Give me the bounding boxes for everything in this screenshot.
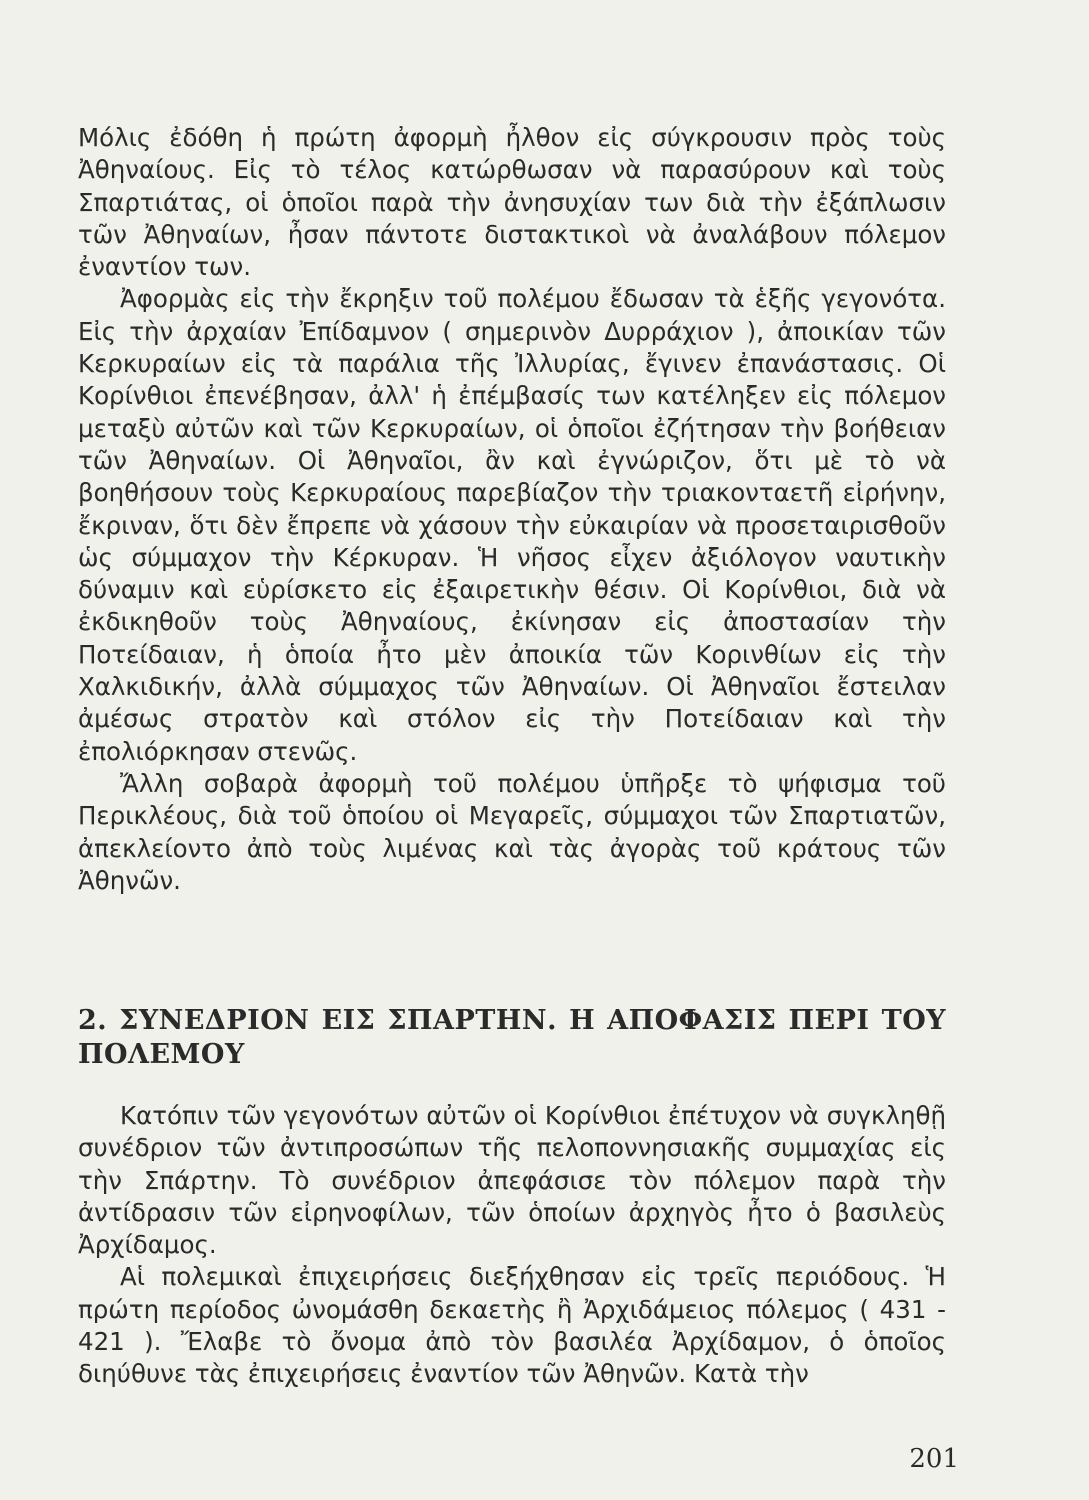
section-heading: 2. ΣΥΝΕΔΡΙΟΝ ΕΙΣ ΣΠΑΡΤΗΝ. Η ΑΠΟΦΑΣΙΣ ΠΕΡΙ ΤΟΥ ΠΟΛΕΜΟΥ [78,1005,946,1070]
paragraph: Κατόπιν τῶν γεγονότων αὐτῶν οἱ Κορίνθιοι ἐπέτυχον νὰ συγκληθῇ συνέδριον τῶν ἀντιπροσώπων τῆς πελοποννησιακῆς συμμαχίας εἰς τὴν Σπάρτην. Τὸ συνέδριον ἀπεφάσισε τὸν πόλεμον παρὰ τὴν ἀντίδρασιν τῶν εἰρηνοφίλων, τῶν ὁποίων ἀρχηγὸς ἦτο ὁ βασιλεὺς Ἀρχίδαμος. [78,1101,946,1260]
paragraph: Ἀφορμὰς εἰς τὴν ἔκρηξιν τοῦ πολέμου ἔδωσαν τὰ ἑξῆς γεγονότα. Εἰς τὴν ἀρχαίαν Ἐπίδαμνον ( σημερινὸν Δυρράχιον ), ἀποικίαν τῶν Κερκυραίων εἰς τὰ παράλια τῆς Ἰλλυρίας, ἔγινεν ἐπανάστασις. Οἱ Κορίνθιοι ἐπενέβησαν, ἀλλ' ἡ ἐπέμβασίς των κατέληξεν εἰς πόλεμον μεταξὺ αὐτῶν καὶ τῶν Κερκυραίων, οἱ ὁποῖοι ἐζήτησαν τὴν βοήθειαν τῶν Ἀθηναίων. Οἱ Ἀθηναῖοι, ἂν καὶ ἐγνώριζον, ὅτι μὲ τὸ νὰ βοηθήσουν τοὺς Κερκυραίους παρεβίαζον τὴν τριακονταετῆ εἰρήνην, ἔκριναν, ὅτι δὲν ἔπρεπε νὰ χάσουν τὴν εὐκαιρίαν νὰ προσεταιρισθοῦν ὡς σύμμαχον τὴν Κέρκυραν. Ἡ νῆσος εἶχεν ἀξιόλογον ναυτικὴν δύναμιν καὶ εὑρίσκετο εἰς ἐξαιρετικὴν θέσιν. Οἱ Κορίνθιοι, διὰ νὰ ἐκδικηθοῦν τοὺς Ἀθηναίους, ἐκίνησαν εἰς ἀποστασίαν τὴν Ποτείδαιαν, ἡ ὁποία ἦτο μὲν ἀποικία τῶν Κορινθίων εἰς τὴν Χαλκιδικήν, ἀλλὰ σύμμαχος τῶν Ἀθηναίων. Οἱ Ἀθηναῖοι ἔστειλαν ἀμέσως στρατὸν καὶ στόλον εἰς τὴν Ποτείδαιαν καὶ τὴν ἐπολιόρκησαν στενῶς. [78,284,946,766]
paragraph: Μόλις ἐδόθη ἡ πρώτη ἀφορμὴ ἦλθον εἰς σύγκρουσιν πρὸς τοὺς Ἀθηναίους. Εἰς τὸ τέλος κατώρθωσαν νὰ παρασύρουν καὶ τοὺς Σπαρτιάτας, οἱ ὁποῖοι παρὰ τὴν ἀνησυχίαν των διὰ τὴν ἐξάπλωσιν τῶν Ἀθηναίων, ἦσαν πάντοτε διστακτικοὶ νὰ ἀναλάβουν πόλεμον ἐναντίον των. [78,123,946,282]
body-text-top [78,122,946,897]
paragraph: Αἱ πολεμικαὶ ἐπιχειρήσεις διεξήχθησαν εἰς τρεῖς περιόδους. Ἡ πρώτη περίοδος ὠνομάσθη δεκαετὴς ἢ Ἀρχιδάμειος πόλεμος ( 431 - 421 ). Ἔλαβε τὸ ὄνομα ἀπὸ τὸν βασιλέα Ἀρχίδαμον, ὁ ὁποῖος διηύθυνε τὰς ἐπιχειρήσεις ἐναντίον τῶν Ἀθηνῶν. Κατὰ τὴν [78,1262,946,1389]
paragraph: Ἄλλη σοβαρὰ ἀφορμὴ τοῦ πολέμου ὑπῆρξε τὸ ψήφισμα τοῦ Περικλέους, διὰ τοῦ ὁποίου οἱ Μεγαρεῖς, σύμμαχοι τῶν Σπαρτιατῶν, ἀπεκλείοντο ἀπὸ τοὺς λιμένας καὶ τὰς ἀγορὰς τοῦ κράτους τῶν Ἀθηνῶν. [78,768,946,895]
body-text-bottom [78,1100,946,1391]
page-number: 201 [909,1444,959,1474]
